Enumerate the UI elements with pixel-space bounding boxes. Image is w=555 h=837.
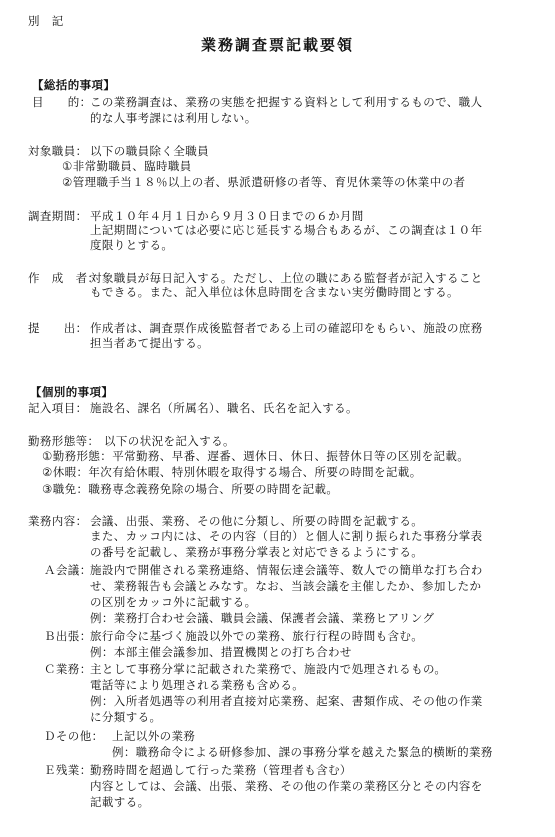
period-label: 調査期間：: [28, 209, 88, 223]
target-item-1: ①非常勤職員、臨時職員: [62, 159, 192, 173]
target-text: 以下の職員除く全職員: [90, 144, 209, 158]
b-label: Ｂ出張：: [44, 629, 92, 643]
purpose-line-1: この業務調査は、業務の実態を把握する資料として利用するもので、職人: [90, 95, 483, 109]
e-label: Ｅ残業：: [44, 763, 92, 777]
individual-heading: 【個別的事項】: [30, 385, 114, 399]
creator-label: 作 成 者：: [28, 271, 100, 285]
a-line-2: せ、業務報告も会議とみなす。なお、当該会議を主催したか、参加したか: [90, 579, 482, 593]
creator-line-2: もできる。また、記入単位は休息時間を含まない実労働時間とする。: [90, 285, 459, 299]
general-heading: 【総括的事項】: [32, 78, 116, 92]
a-label: Ａ会議：: [44, 563, 92, 577]
c-label: Ｃ業務：: [44, 662, 92, 676]
submit-line-2: 担当者あて提出する。: [90, 336, 209, 350]
content-line-2: また、カッコ内には、その内容（目的）と個人に割り振られた事務分掌表: [90, 529, 483, 543]
work-type-item-2: ②休暇：年次有給休暇、特別休暇を取得する場合、所要の時間を記載。: [42, 465, 422, 479]
c-line-2: 電話等により処理される業務も含める。: [90, 678, 305, 692]
e-line-2: 内容としては、会議、出張、業務、その他の作業の業務区分とその内容を: [90, 779, 483, 793]
target-label: 対象職員：: [28, 144, 88, 158]
period-line-3: 度限りとする。: [90, 238, 174, 252]
content-line-1: 会議、出張、業務、その他に分類し、所要の時間を記載する。: [90, 514, 424, 528]
work-type-text: 以下の状況を記入する。: [104, 434, 235, 448]
content-label: 業務内容：: [28, 514, 88, 528]
a-line-4: 例：業務打合わせ会議、職員会議、保護者会議、業務ヒアリング: [90, 611, 435, 625]
c-line-1: 主として事務分掌に記載された業務で、施設内で処理されるもの。: [90, 662, 447, 676]
period-line-1: 平成１０年４月１日から９月３０日までの６か月間: [90, 209, 364, 223]
a-line-1: 施設内で開催される業務連絡、情報伝達会議等、数人での簡単な打ち合わ: [90, 563, 483, 577]
purpose-line-2: 的な人事考課には利用しない。: [90, 111, 257, 125]
d-label: Ｄその他：: [44, 729, 104, 743]
a-line-3: の区別をカッコ外に記載する。: [90, 595, 257, 609]
d-line-2: 例：職務命令による研修参加、課の事務分掌を越えた緊急的横断的業務: [112, 745, 493, 759]
work-type-label: 勤務形態等：: [28, 434, 100, 448]
header-label: 別 記: [28, 14, 64, 28]
c-line-4: に分類する。: [90, 710, 162, 724]
items-text: 施設名、課名（所属名）、職名、氏名を記入する。: [90, 401, 358, 415]
creator-line-1: 対象職員が毎日記入する。ただし、上位の職にある監督者が記入すること: [90, 271, 483, 285]
period-line-2: 上記期間については必要に応じ延長する場合もあるが、この調査は１０年: [90, 223, 483, 237]
e-line-1: 勤務時間を超過して行った業務（管理者も含む）: [90, 763, 352, 777]
content-line-3: の番号を記載し、業務が事務分掌表と対応できるようにする。: [90, 545, 424, 559]
e-line-3: 記載する。: [90, 795, 150, 809]
work-type-item-1: ①勤務形態：平常勤務、早番、遅番、週休日、休日、振替休日等の区別を記載。: [42, 449, 470, 463]
items-label: 記入項目：: [28, 401, 88, 415]
work-type-item-3: ③職免：職務専念義務免除の場合、所要の時間を記載。: [42, 482, 339, 496]
b-line-1: 旅行命令に基づく施設以外での業務、旅行行程の時間も含む。: [90, 629, 424, 643]
purpose-label: 目 的：: [32, 95, 92, 109]
b-line-2: 例：本部主催会議参加、措置機関との打ち合わせ: [90, 645, 352, 659]
page-title: 業務調査票記載要領: [200, 36, 354, 54]
target-item-2: ②管理職手当１８％以上の者、県派遣研修の者等、育児休業等の休業中の者: [62, 175, 466, 189]
c-line-3: 例：入所者処遇等の利用者直接対応業務、起案、書類作成、その他の作業: [90, 694, 483, 708]
submit-line-1: 作成者は、調査票作成後監督者である上司の確認印をもらい、施設の庶務: [90, 321, 483, 335]
d-line-1: 上記以外の業務: [112, 729, 196, 743]
submit-label: 提 出：: [28, 321, 88, 335]
